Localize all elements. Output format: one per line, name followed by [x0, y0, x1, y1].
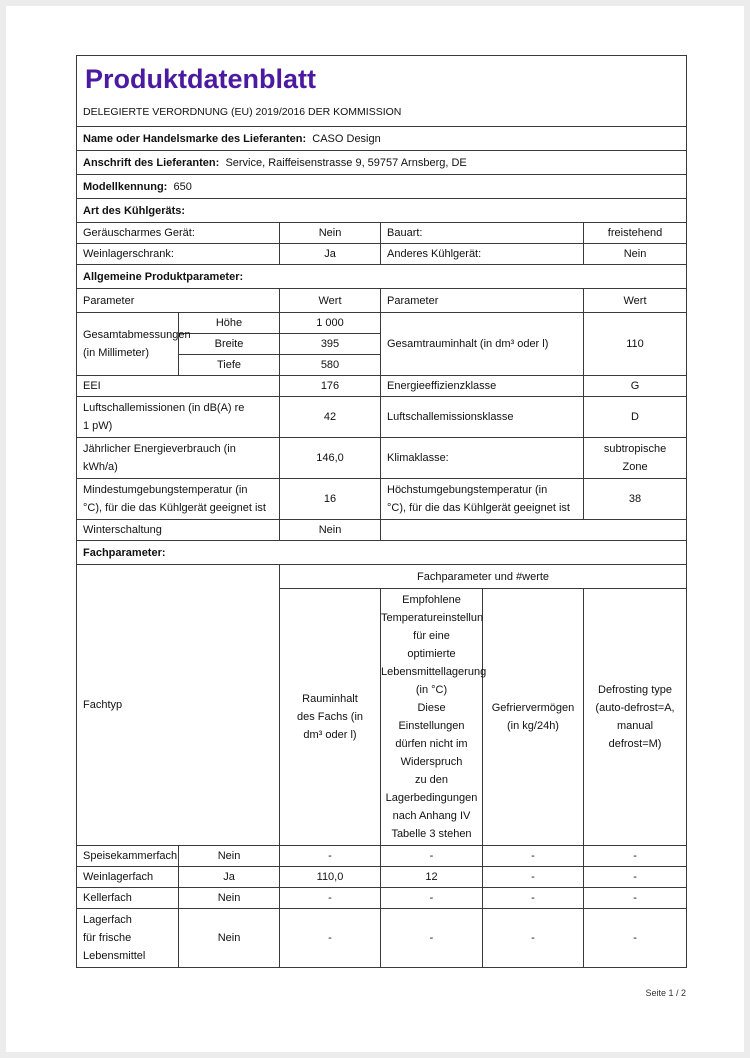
address-value: Service, Raiffeisenstrasse 9, 59757 Arnsberg, DE: [225, 156, 467, 169]
compartment-present: Nein: [179, 888, 280, 909]
empty-cell: [381, 520, 687, 541]
col-temp-line: Lagerbedingungen: [385, 792, 478, 804]
compartment-present: Nein: [179, 909, 280, 968]
wine-cabinet-value: Ja: [280, 244, 381, 265]
col-temp-line: dürfen nicht im: [395, 738, 468, 750]
col-temp-line: Temperatureinstellun: [381, 612, 484, 624]
energy-label-line1: Jährlicher Energieverbrauch (in: [83, 443, 236, 455]
supplier-row: [77, 127, 687, 151]
noise-label: [77, 397, 280, 438]
compartment-heading: Fachparameter:: [77, 541, 687, 565]
compartment-group-header: Fachparameter und #werte: [280, 565, 687, 589]
col-volume-header: [280, 589, 381, 846]
depth-value: 580: [280, 355, 381, 376]
design-type-label: Bauart:: [381, 223, 584, 244]
min-temp-value: 16: [280, 479, 381, 520]
max-temp-label: [381, 479, 584, 520]
dimensions-label-line1: Gesamtabmessungen: [83, 329, 191, 341]
climate-line2: Zone: [622, 461, 648, 473]
col-temp-line: (in °C): [415, 684, 448, 696]
compartment-freeze: -: [483, 867, 584, 888]
document-title: Produktdatenblatt: [85, 64, 317, 94]
energy-label-line2: kWh/a): [83, 461, 118, 473]
min-temp-label: [77, 479, 280, 520]
compartment-defrost: -: [584, 888, 687, 909]
col-freeze-line: (in kg/24h): [507, 720, 559, 732]
compartment-defrost: -: [584, 867, 687, 888]
dimensions-label-line2: (in Millimeter): [83, 347, 149, 359]
max-temp-value: 38: [584, 479, 687, 520]
climate-class-label: Klimaklasse:: [381, 438, 584, 479]
noise-class-value: D: [584, 397, 687, 438]
col-freeze-line: Gefriervermögen: [491, 702, 575, 714]
address-row: [77, 151, 687, 175]
climate-class-value: [584, 438, 687, 479]
noise-class-label: Luftschallemissionsklasse: [381, 397, 584, 438]
col-temp-line: Diese: [417, 702, 446, 714]
width-value: 395: [280, 334, 381, 355]
col-temp-line: Einstellungen: [398, 720, 465, 732]
compartment-present: Nein: [179, 846, 280, 867]
model-label: Modellkennung:: [83, 180, 168, 193]
compartment-name: Weinlagerfach: [77, 867, 179, 888]
max-temp-line1: Höchstumgebungstemperatur (in: [387, 484, 548, 496]
noise-value: 42: [280, 397, 381, 438]
appliance-type-heading: Art des Kühlgeräts:: [77, 199, 687, 223]
col-temp-header: [381, 589, 487, 846]
compartment-temp: -: [381, 909, 483, 968]
eei-label: EEI: [77, 376, 280, 397]
low-noise-label: Geräuscharmes Gerät:: [77, 223, 280, 244]
other-appliance-value: Nein: [584, 244, 687, 265]
min-temp-line2: °C), für die das Kühlgerät geeignet ist: [83, 502, 266, 514]
noise-label-line1: Luftschallemissionen (in dB(A) re: [83, 402, 245, 414]
total-volume-value: 110: [584, 313, 687, 376]
col-freeze-header: [483, 589, 584, 846]
compartment-defrost: -: [584, 846, 687, 867]
fresh-line1: Lagerfach: [83, 914, 132, 926]
compartment-freeze: -: [483, 888, 584, 909]
depth-label: Tiefe: [179, 355, 280, 376]
min-temp-line1: Mindestumgebungstemperatur (in: [83, 484, 248, 496]
compartment-defrost: -: [584, 909, 687, 968]
fresh-line3: Lebensmittel: [83, 950, 146, 962]
energy-class-value: G: [584, 376, 687, 397]
document-page: [6, 6, 744, 1052]
compartment-name-fresh: [77, 909, 179, 968]
value-header-2: Wert: [584, 289, 687, 313]
model-row: [77, 175, 687, 199]
max-temp-line2: °C), für die das Kühlgerät geeignet ist: [387, 502, 570, 514]
eei-value: 176: [280, 376, 381, 397]
climate-line1: subtropische: [603, 443, 667, 455]
col-temp-line: Widerspruch: [400, 756, 463, 768]
col-temp-line: Empfohlene: [402, 594, 461, 606]
compartment-temp: 12: [381, 867, 483, 888]
energy-consumption-label: [77, 438, 280, 479]
supplier-label: Name oder Handelsmarke des Lieferanten:: [83, 132, 307, 145]
col-defrost-line: Defrosting type: [598, 684, 673, 696]
regulation-text: DELEGIERTE VERORDNUNG (EU) 2019/2016 DER KOMMISSION: [77, 98, 687, 127]
param-header-1: Parameter: [77, 289, 280, 313]
value-header-1: Wert: [280, 289, 381, 313]
dimensions-label: [77, 313, 191, 376]
col-temp-line: nach Anhang IV: [392, 810, 471, 822]
title-cell: [77, 56, 687, 99]
compartment-name: Speisekammerfach: [77, 846, 179, 867]
wine-cabinet-label: Weinlagerschrank:: [77, 244, 280, 265]
height-value: 1 000: [280, 313, 381, 334]
compartment-freeze: -: [483, 846, 584, 867]
low-noise-value: Nein: [280, 223, 381, 244]
col-defrost-line: (auto-defrost=A,: [595, 702, 675, 714]
col-temp-line: optimierte: [407, 648, 456, 660]
col-defrost-line: manual: [616, 720, 654, 732]
compartment-name: Kellerfach: [77, 888, 179, 909]
col-temp-line: zu den: [414, 774, 449, 786]
compartment-volume: 110,0: [280, 867, 381, 888]
winter-label: Winterschaltung: [77, 520, 280, 541]
page-number: Seite 1 / 2: [645, 988, 686, 998]
fachtyp-label: Fachtyp: [77, 565, 280, 846]
general-params-heading: Allgemeine Produktparameter:: [77, 265, 687, 289]
col-defrost-line: defrost=M): [608, 738, 662, 750]
col-temp-line: Tabelle 3 stehen: [391, 828, 472, 840]
col-temp-line: für eine: [413, 630, 450, 642]
col-volume-line: Rauminhalt: [302, 693, 358, 705]
design-type-value: freistehend: [584, 223, 687, 244]
height-label: Höhe: [179, 313, 280, 334]
col-temp-line: Lebensmittellagerung: [381, 666, 487, 678]
compartment-volume: -: [280, 846, 381, 867]
col-defrost-header: [584, 589, 687, 846]
compartment-volume: -: [280, 909, 381, 968]
energy-consumption-value: 146,0: [280, 438, 381, 479]
product-data-table: [76, 55, 687, 968]
col-volume-line: dm³ oder l): [303, 729, 357, 741]
winter-value: Nein: [280, 520, 381, 541]
model-value: 650: [173, 180, 192, 193]
compartment-temp: -: [381, 888, 483, 909]
compartment-volume: -: [280, 888, 381, 909]
fresh-line2: für frische: [83, 932, 132, 944]
param-header-2: Parameter: [381, 289, 584, 313]
noise-label-line2: 1 pW): [83, 420, 113, 432]
compartment-present: Ja: [179, 867, 280, 888]
compartment-freeze: -: [483, 909, 584, 968]
total-volume-label: Gesamtrauminhalt (in dm³ oder l): [381, 313, 584, 376]
compartment-temp: -: [381, 846, 483, 867]
address-label: Anschrift des Lieferanten:: [83, 156, 220, 169]
col-volume-line: des Fachs (in: [296, 711, 364, 723]
width-label: Breite: [179, 334, 280, 355]
energy-class-label: Energieeffizienzklasse: [381, 376, 584, 397]
other-appliance-label: Anderes Kühlgerät:: [381, 244, 584, 265]
supplier-value: CASO Design: [312, 132, 381, 145]
